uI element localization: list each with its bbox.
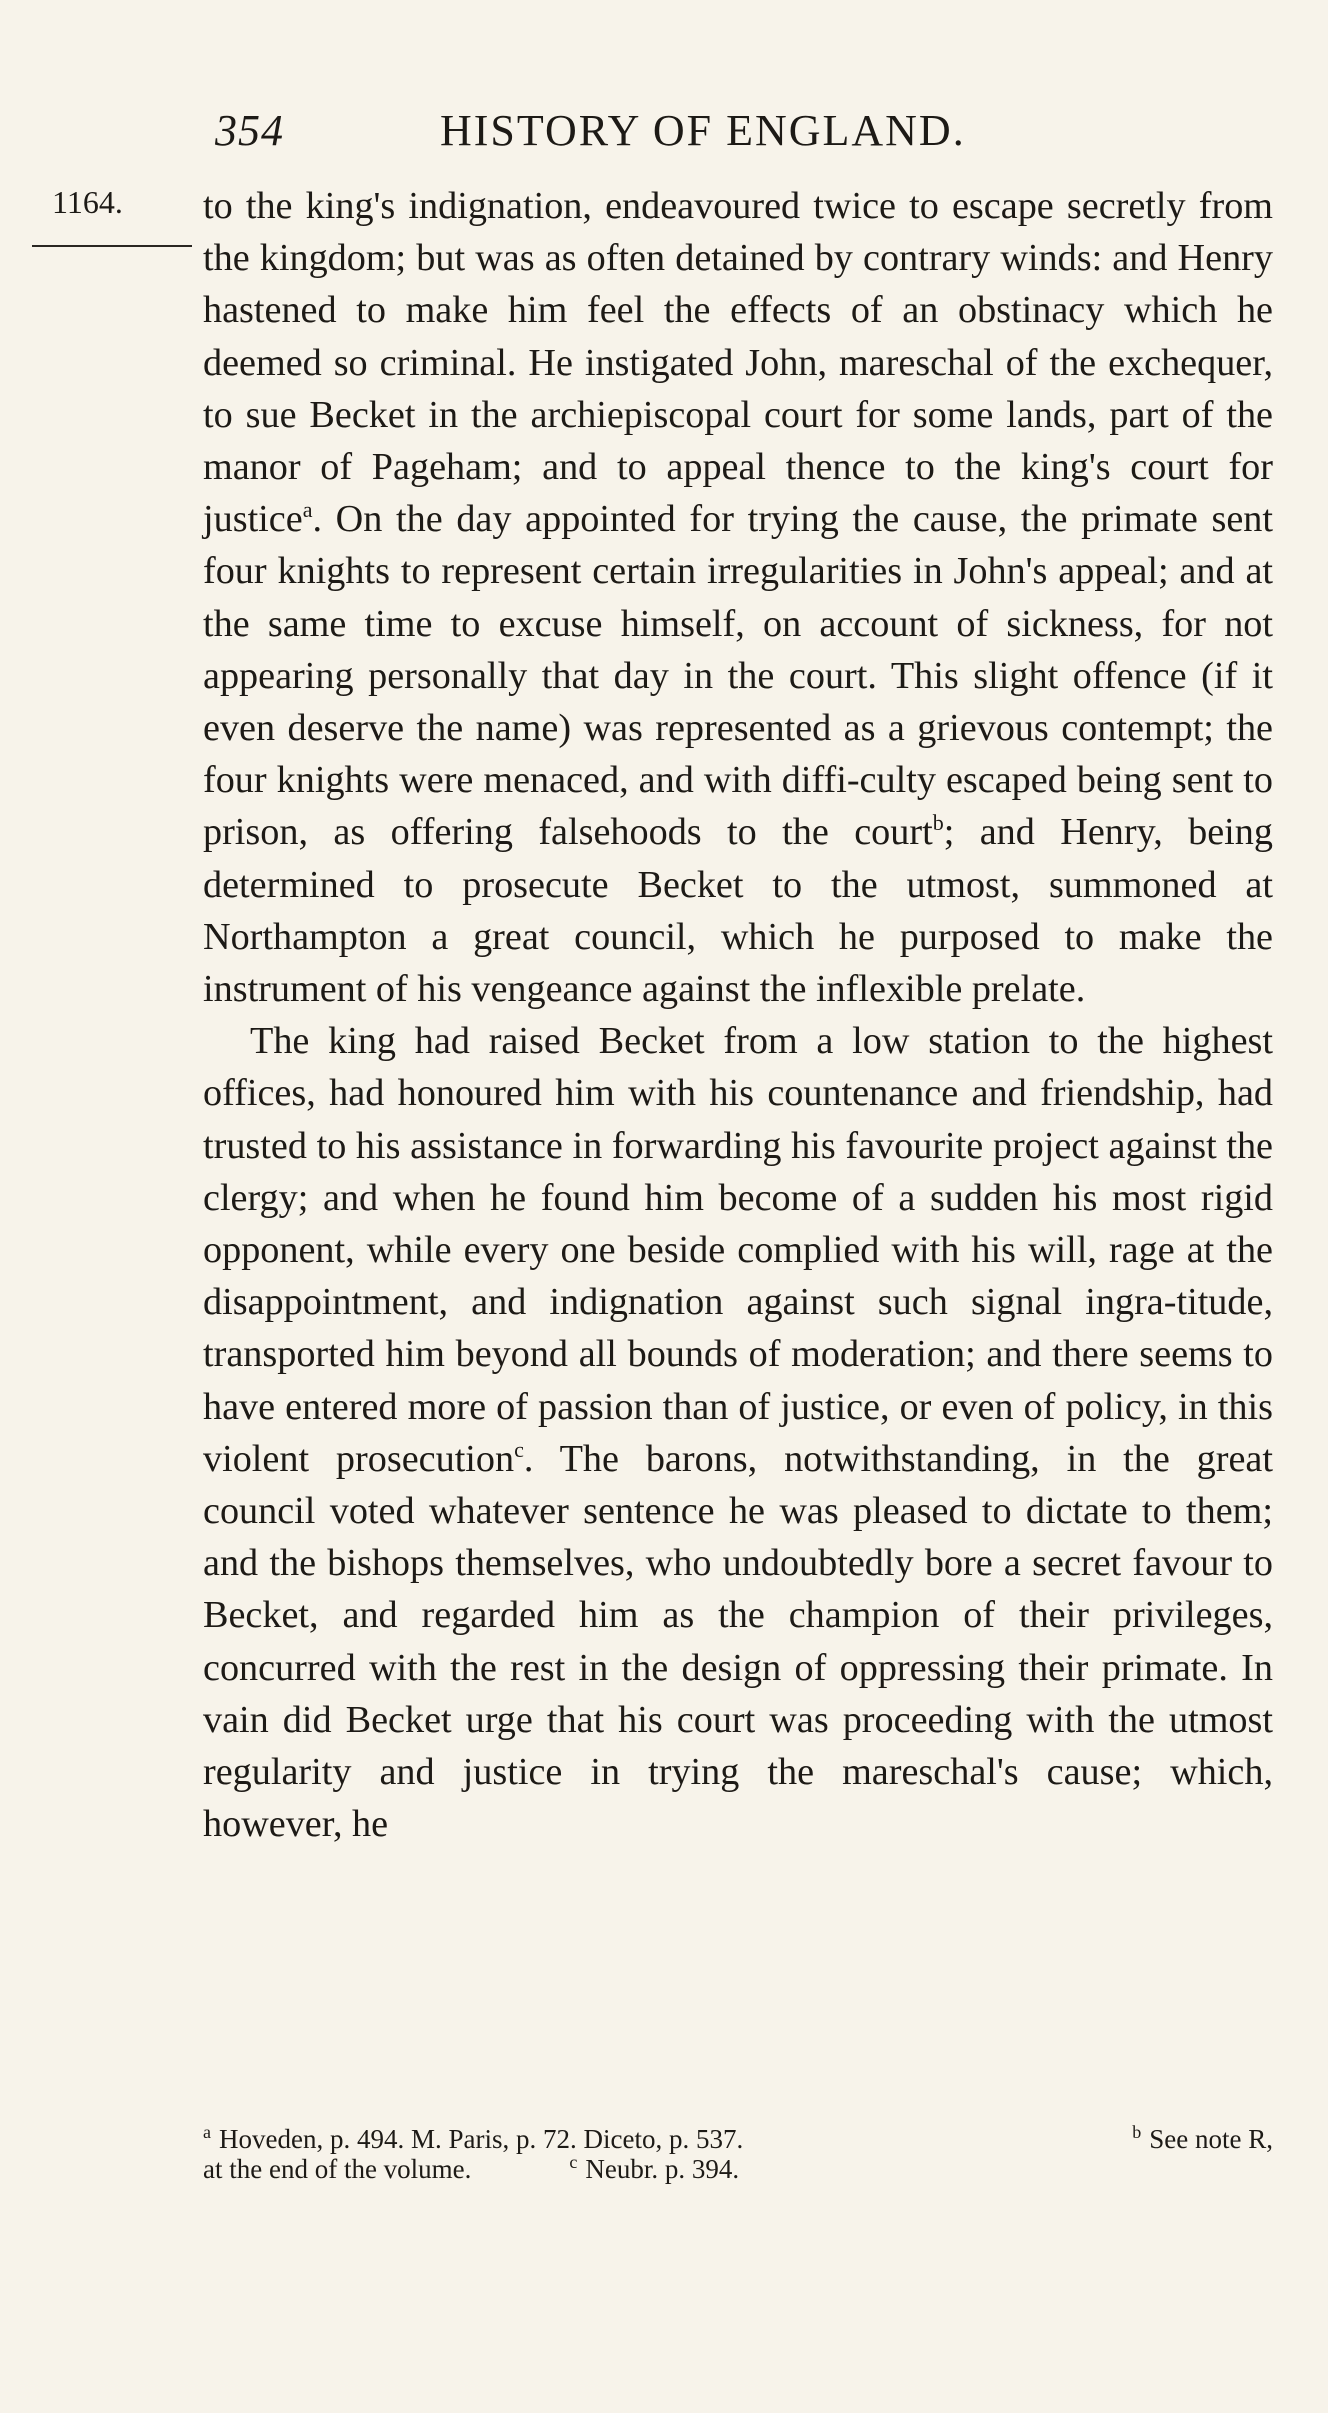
running-head [215,105,1115,165]
footnote-mark: b [1132,2122,1142,2142]
paragraph-text: The king had raised Becket from a low station to the highest offices, had honoured him with his countenance and friendship, had trusted to his assistance in forwarding his favourite project against the clergy; and when he found him become of a sudden his most rigid opponent, while every one beside complied with his will, rage at the disappointment, and indignation against such signal ingra-titude, transported him beyond all bounds of moderation; and there seems to have entered more of passion than of justice, or even of policy, in this violent prosecution [203,1020,1273,1480]
footnote-row [203,2124,1273,2154]
footnote-b [1132,2124,1273,2154]
footnote-mark: c [569,2152,578,2172]
body-text [203,180,1273,1851]
footnote-text: Hoveden, p. 494. M. Paris, p. 72. Diceto, p. 537. [219,2124,744,2154]
footnote-text: Neubr. p. 394. [585,2154,740,2184]
footnote-ref-a: a [302,497,313,523]
paragraph-2 [203,1015,1273,1850]
footnote-ref-b: b [932,810,944,836]
margin-rule [32,245,192,247]
paragraph-1 [203,180,1273,1015]
paragraph-text: . On the day appointed for trying the cause, the primate sent four knights to represent certain irregularities in John's appeal; and at the same time to excuse himself, on account of sickness, for not appearing personally that day in the court. This slight offence (if it even deserve the name) was represented as a grievous contempt; the four knights were menaced, and with diffi-culty escaped being sent to prison, as offering falsehoods to the court [203,498,1273,854]
footnotes [203,2124,1273,2184]
page-number: 354 [215,106,284,155]
footnote-row [203,2154,1273,2184]
paragraph-text: to the king's indignation, endeavoured twice to escape secretly from the kingdom; but was as often detained by contrary winds: and Henry hastened to make him feel the effects of an obstinacy which he deemed so criminal. He instigated John, mareschal of the exchequer, to sue Becket in the archiepiscopal court for some lands, part of the manor of Pageham; and to appeal thence to the king's court for justice [203,185,1273,541]
running-title: HISTORY OF ENGLAND. [440,106,966,155]
footnote-b-continued: at the end of the volume. [203,2154,472,2184]
paragraph-text: ; and Henry, being determined to prosecute Becket to the utmost, summoned at Northampton a great council, which he purposed to make the instrument of his vengeance against the inflexible prelate. [203,811,1273,1011]
footnote-a [203,2124,743,2154]
paragraph-text: . The barons, notwithstanding, in the great council voted whatever sentence he was pleased to dictate to them; and the bishops themselves, who undoubtedly bore a secret favour to Becket, and regarded him as the champion of their privileges, concurred with the rest in the design of oppressing their primate. In vain did Becket urge that his court was proceeding with the utmost regularity and justice in trying the mareschal's cause; which, however, he [203,1437,1273,1846]
footnote-c [569,2154,739,2184]
margin-year: 1164. [52,184,123,220]
footnote-ref-c: c [514,1436,524,1462]
footnote-mark: a [203,2122,211,2142]
footnote-text: See note R, [1149,2124,1273,2154]
